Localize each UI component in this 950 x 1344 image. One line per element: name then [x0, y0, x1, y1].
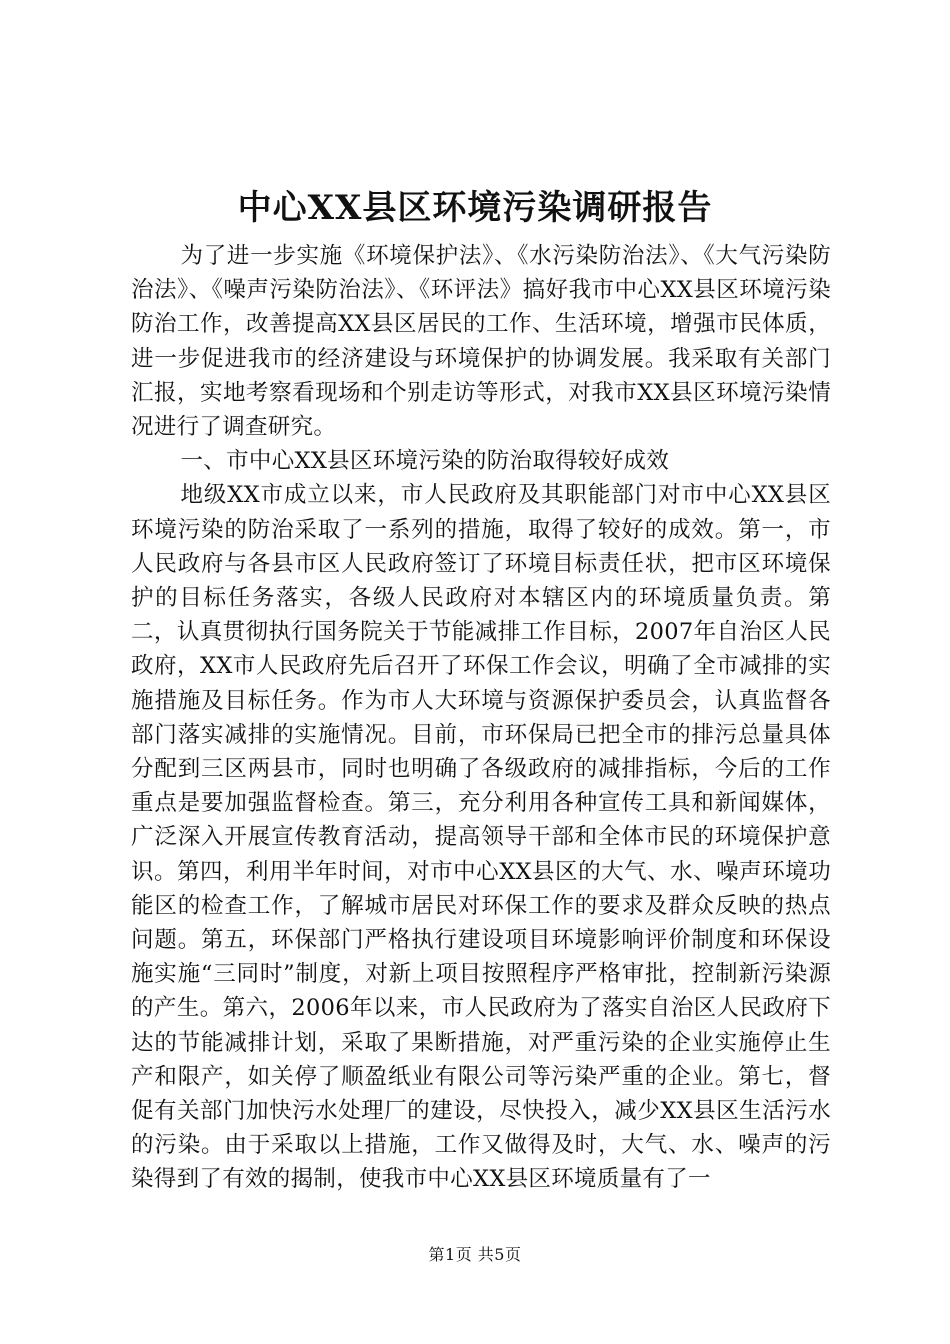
document-body	[131, 239, 831, 1197]
body-paragraph: 地级XX市成立以来，市人民政府及其职能部门对市中心XX县区环境污染的防治采取了一系列的措施，取得了较好的成效。第一，市人民政府与各县市区人民政府签订了环境目标责任状，把市区环境保护的目标任务落实，各级人民政府对本辖区内的环境质量负责。第二，认真贯彻执行国务院关于节能减排工作目标，2007年自治区人民政府，XX市人民政府先后召开了环保工作会议，明确了全市减排的实施措施及目标任务。作为市人大环境与资源保护委员会，认真监督各部门落实减排的实施情况。目前，市环保局已把全市的排污总量具体分配到三区两县市，同时也明确了各级政府的减排指标，今后的工作重点是要加强监督检查。第三，充分利用各种宣传工具和新闻媒体，广泛深入开展宣传教育活动，提高领导干部和全体市民的环境保护意识。第四，利用半年时间，对市中心XX县区的大气、水、噪声环境功能区的检查工作，了解城市居民对环保工作的要求及群众反映的热点问题。第五，环保部门严格执行建设项目环境影响评价制度和环保设施实施“三同时”制度，对新上项目按照程序严格审批，控制新污染源的产生。第六，2006年以来，市人民政府为了落实自治区人民政府下达的节能减排计划，采取了果断措施，对严重污染的企业实施停止生产和限产，如关停了顺盈纸业有限公司等污染严重的企业。第七，督促有关部门加快污水处理厂的建设，尽快投入，减少XX县区生活污水的污染。由于采取以上措施，工作又做得及时，大气、水、噪声的污染得到了有效的揭制，使我市中心XX县区环境质量有了一	[131, 482, 831, 1193]
document-title: 中心XX县区环境污染调研报告	[237, 188, 713, 228]
page-footer: 第1页 共5页	[428, 1245, 522, 1264]
section-heading: 一、市中心XX县区环境污染的防治取得较好成效	[180, 448, 670, 475]
intro-paragraph: 为了进一步实施《环境保护法》、《水污染防治法》、《大气污染防治法》、《噪声污染防治法》、《环评法》搞好我市中心XX县区环境污染防治工作，改善提高XX县区居民的工作、生活环境，增强市民体质，进一步促进我市的经济建设与环境保护的协调发展。我采取有关部门汇报，实地考察看现场和个别走访等形式，对我市XX县区环境污染情况进行了调查研究。	[131, 243, 831, 441]
